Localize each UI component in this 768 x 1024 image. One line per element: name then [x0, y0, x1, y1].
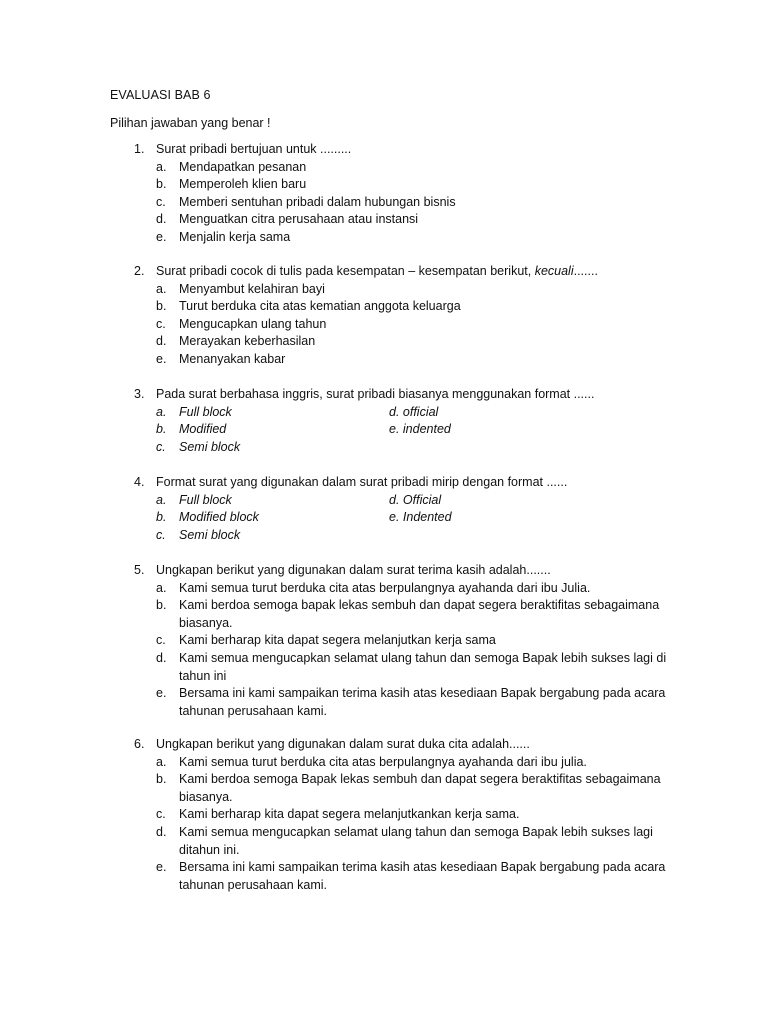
- option-letter: a.: [156, 404, 167, 419]
- option-e: e. indented: [389, 422, 451, 437]
- question-2: [0, 263, 768, 369]
- question-4: [0, 474, 768, 544]
- option-text: Menguatkan citra perusahaan atau instansi: [179, 212, 419, 227]
- question-text: Pada surat berbahasa inggris, surat pribadi biasanya menggunakan format ......: [156, 387, 595, 401]
- option-letter: a.: [156, 159, 167, 174]
- option-letter: a.: [156, 580, 167, 595]
- option-text: Kami semua mengucapkan selamat ulang tahun dan semoga Bapak lebih sukses lagi di: [179, 650, 667, 665]
- question-text: Format surat yang digunakan dalam surat pribadi mirip dengan format ......: [156, 475, 568, 489]
- option-text: Full block: [179, 404, 232, 419]
- option-text: Modified: [179, 422, 227, 437]
- option-text: Mendapatkan pesanan: [179, 159, 307, 174]
- option-letter: b.: [156, 510, 167, 525]
- question-text: Surat pribadi bertujuan untuk .........: [156, 142, 352, 156]
- option-letter: c.: [156, 633, 166, 648]
- question-number: 6.: [134, 737, 145, 751]
- option-text: Memperoleh klien baru: [179, 177, 307, 192]
- option-letter: e.: [156, 860, 167, 875]
- option-letter: d.: [156, 334, 167, 349]
- option-letter: d.: [156, 650, 167, 665]
- question-5: [0, 562, 768, 720]
- option-letter: a.: [156, 754, 167, 769]
- option-d: d. Official: [389, 492, 442, 507]
- option-text-continued: tahun ini: [179, 668, 227, 683]
- option-letter: c.: [156, 316, 166, 331]
- option-letter: d.: [156, 212, 167, 227]
- option-d: d. official: [389, 404, 439, 419]
- question-text: [156, 263, 598, 281]
- option-letter: b.: [156, 177, 167, 192]
- option-text: Modified block: [179, 510, 259, 525]
- option-letter: d.: [156, 824, 167, 839]
- option-letter: b.: [156, 422, 167, 437]
- option-text: Semi block: [179, 439, 241, 454]
- question-1: [0, 141, 768, 247]
- option-text: Menjalin kerja sama: [179, 229, 291, 244]
- question-6: [0, 736, 768, 894]
- option-text-continued: biasanya.: [179, 789, 233, 804]
- option-text: Merayakan keberhasilan: [179, 334, 316, 349]
- option-text-continued: ditahun ini.: [179, 842, 240, 857]
- question-number: 2.: [134, 264, 145, 278]
- option-text: Turut berduka cita atas kematian anggota keluarga: [179, 299, 461, 314]
- option-text: Bersama ini kami sampaikan terima kasih atas kesediaan Bapak bergabung pada acara: [179, 686, 666, 701]
- option-text: Kami berharap kita dapat segera melanjutkan kerja sama: [179, 633, 496, 648]
- question-number: 4.: [134, 475, 145, 489]
- question-text-main: Surat pribadi cocok di tulis pada kesempatan – kesempatan berikut,: [156, 264, 535, 278]
- option-text: Full block: [179, 492, 232, 507]
- question-text-tail: .......: [573, 264, 598, 278]
- option-letter: c.: [156, 194, 166, 209]
- option-text-continued: tahunan perusahaan kami.: [179, 703, 328, 718]
- option-letter: e.: [156, 686, 167, 701]
- option-text: Menyambut kelahiran bayi: [179, 281, 325, 296]
- option-text: Kami berdoa semoga bapak lekas sembuh dan dapat segera beraktifitas sebagaimana: [179, 598, 660, 613]
- question-number: 5.: [134, 563, 145, 577]
- option-letter: b.: [156, 598, 167, 613]
- option-text: Kami berharap kita dapat segera melanjutkankan kerja sama.: [179, 807, 520, 822]
- question-number: 3.: [134, 387, 145, 401]
- option-letter: a.: [156, 281, 167, 296]
- option-letter: c.: [156, 527, 166, 542]
- option-letter: e.: [156, 229, 167, 244]
- option-text: Semi block: [179, 527, 241, 542]
- option-letter: c.: [156, 807, 166, 822]
- option-letter: b.: [156, 299, 167, 314]
- option-text: Bersama ini kami sampaikan terima kasih atas kesediaan Bapak bergabung pada acara: [179, 860, 666, 875]
- option-letter: c.: [156, 439, 166, 454]
- option-e: e. Indented: [389, 510, 452, 525]
- question-number: 1.: [134, 142, 145, 156]
- option-text: Kami semua turut berduka cita atas berpulangnya ayahanda dari ibu julia.: [179, 754, 587, 769]
- option-text: Kami semua turut berduka cita atas berpulangnya ayahanda dari ibu Julia.: [179, 580, 591, 595]
- question-3: [0, 386, 768, 456]
- page-title: EVALUASI BAB 6: [110, 88, 211, 102]
- instruction-text: Pilihan jawaban yang benar !: [110, 116, 271, 130]
- option-letter: a.: [156, 492, 167, 507]
- question-text: Ungkapan berikut yang digunakan dalam surat duka cita adalah......: [156, 737, 530, 751]
- option-text: Menanyakan kabar: [179, 351, 286, 366]
- option-letter: e.: [156, 351, 167, 366]
- option-text: Kami berdoa semoga Bapak lekas sembuh dan dapat segera beraktifitas sebagaimana: [179, 772, 661, 787]
- question-text-italic: kecuali: [534, 264, 574, 278]
- option-text-continued: tahunan perusahaan kami.: [179, 877, 328, 892]
- question-text: Ungkapan berikut yang digunakan dalam surat terima kasih adalah.......: [156, 563, 551, 577]
- option-text-continued: biasanya.: [179, 615, 233, 630]
- option-text: Mengucapkan ulang tahun: [179, 316, 327, 331]
- option-letter: b.: [156, 772, 167, 787]
- option-text: Memberi sentuhan pribadi dalam hubungan bisnis: [179, 194, 456, 209]
- option-text: Kami semua mengucapkan selamat ulang tahun dan semoga Bapak lebih sukses lagi: [179, 824, 653, 839]
